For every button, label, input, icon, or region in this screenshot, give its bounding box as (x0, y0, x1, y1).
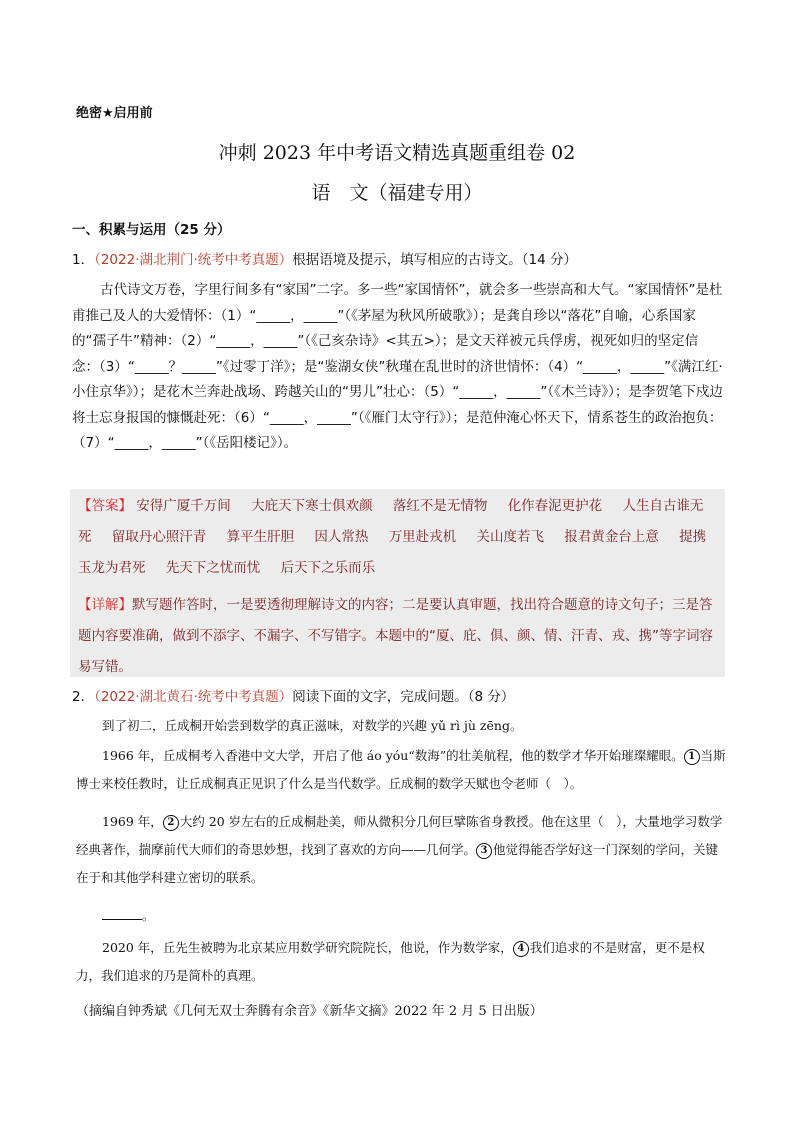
passage-paragraph-3 (76, 808, 726, 892)
passage-paragraph-4 (76, 934, 726, 990)
exam-title: 冲刺 2023 年中考语文精选真题重组卷 02 (218, 142, 576, 164)
answer-item: 大庇天下寒士俱欢颜 (251, 498, 373, 514)
question-prompt: 根据语境及提示，填写相应的古诗文。（14 分） (292, 252, 578, 268)
answer-item: 后天下之乐而乐 (280, 560, 376, 576)
answer-item: 提携玉龙为君死 (78, 529, 707, 576)
answer-item: 算平生肝胆 (226, 529, 295, 545)
passage-blank-line (76, 902, 726, 930)
passage-text: 1966 年，丘成桐考入香港中文大学，开启了他 áo yóu“数海”的壮美航程，他的数学才华开始璀璨耀眼。 (102, 748, 684, 763)
answer-item: 先天下之忧而忧 (165, 560, 261, 576)
passage-source-note: （摘编自钟秀斌《几何无双士奔腾有余音》《新华文摘》2022 年 2 月 5 日出版） (76, 1004, 543, 1019)
passage-text: 1969 年， (102, 814, 163, 829)
passage-text: 2020 年，丘先生被聘为北京某应用数学研究院院长，他说，作为数学家， (102, 940, 513, 955)
answer-tag: 【答案】 (78, 498, 132, 514)
question-source: （2022·湖北荆门·统考中考真题） (94, 252, 293, 268)
answer-list (78, 491, 718, 584)
passage-text: 他觉得能否学好这一门深刻的学问，关键在于和其他学科建立密切的联系。 (76, 842, 719, 885)
detail-text: 默写题作答时，一是要透彻理解诗文的内容；二是要认真审题，找出符合题意的诗文句子；三是答题内容要准确，做到不添字、不漏字、不写错字。本题中的“厦、庇、俱、颜、情、汗青、戎、携”等字词容易写错。 (78, 597, 713, 675)
answer-item: 留取丹心照汗青 (111, 529, 207, 545)
detail-tag: 【详解】 (78, 597, 132, 613)
passage-paragraph-1: 到了初二，丘成桐开始尝到数学的真正滋味，对数学的兴趣 yǔ rì jù zēng。 (102, 718, 523, 733)
answer-item: 人生自古谁无死 (78, 498, 704, 545)
question-1-header (72, 248, 577, 268)
answer-item: 落红不是无情物 (392, 498, 488, 514)
passage-text: 大约 20 岁左右的丘成桐赴美，师从微积分几何巨擘陈省身教授。他在这里（ ），大量地学习数学经典著作，揣摩前代大师们的奇思妙想，找到了喜欢的方向——几何学。 (76, 814, 723, 857)
question-number: 2． (72, 689, 95, 705)
answer-item: 因人常热 (314, 529, 369, 545)
section-heading: 一、积累与运用（25 分） (72, 222, 231, 238)
answer-item: 安得广厦千万间 (136, 498, 231, 514)
answer-item: 报君黄金台上意 (564, 529, 659, 545)
confidential-label: 绝密★启用前 (76, 106, 153, 121)
marker-1: 1 (684, 749, 700, 765)
answer-detail (78, 590, 718, 683)
question-source: （2022·湖北黄石·统考中考真题） (94, 689, 293, 705)
question-2-header (72, 685, 514, 705)
passage-text: 当斯博士来校任教时，让丘成桐真正见识了什么是当代数学。丘成桐的数学天赋也令老师（ ）。 (76, 748, 726, 791)
question-1-paragraph: 古代诗文万卷，字里行间多有“家国”二字。多一些“家国情怀”，就会多一些崇高和大气。“家国情怀”是杜甫推己及人的大爱情怀：（1）“_____，_____”（《茅屋为秋风所破歌》）；是龚自珍以“落花”自喻，心系国家的“孺子牛”精神：（2）“_____，_____”（《己亥杂诗》<其五>）；是文天祥被元兵俘虏，视死如归的坚定信念：（3）“_____？_____”《过零丁洋》；是“鉴湖女侠”秋瑾在乱世时的济世情怀：（4）“_____，_____”《满江红·小住京华》）；是花木兰奔赴战场、跨越关山的“男儿”壮心：（5）“_____，_____”（《木兰诗》）；是李贺笔下戍边将士忘身报国的慷慨赴死：（6）“_____，_____”（《雁门太守行》）；是范仲淹心怀天下，情系苍生的政治抱负：（7）“_____，_____”（《岳阳楼记》）。 (72, 282, 723, 451)
fill-blank[interactable] (102, 905, 142, 920)
answer-item: 化作春泥更护花 (507, 498, 603, 514)
question-prompt: 阅读下面的文字，完成问题。（8 分） (292, 689, 515, 705)
exam-subtitle: 语 文（福建专用） (311, 182, 483, 204)
passage-paragraph-2 (76, 742, 726, 798)
marker-2: 2 (163, 815, 179, 831)
answer-item: 关山度若飞 (476, 529, 544, 545)
marker-4: 4 (513, 941, 529, 957)
question-number: 1． (72, 252, 95, 268)
answer-item: 万里赴戎机 (388, 529, 457, 545)
blank-period: 。 (142, 908, 155, 923)
marker-3: 3 (476, 843, 492, 859)
passage-text: 我们追求的不是财富，更不是权力，我们追求的乃是简朴的真理。 (76, 940, 705, 983)
